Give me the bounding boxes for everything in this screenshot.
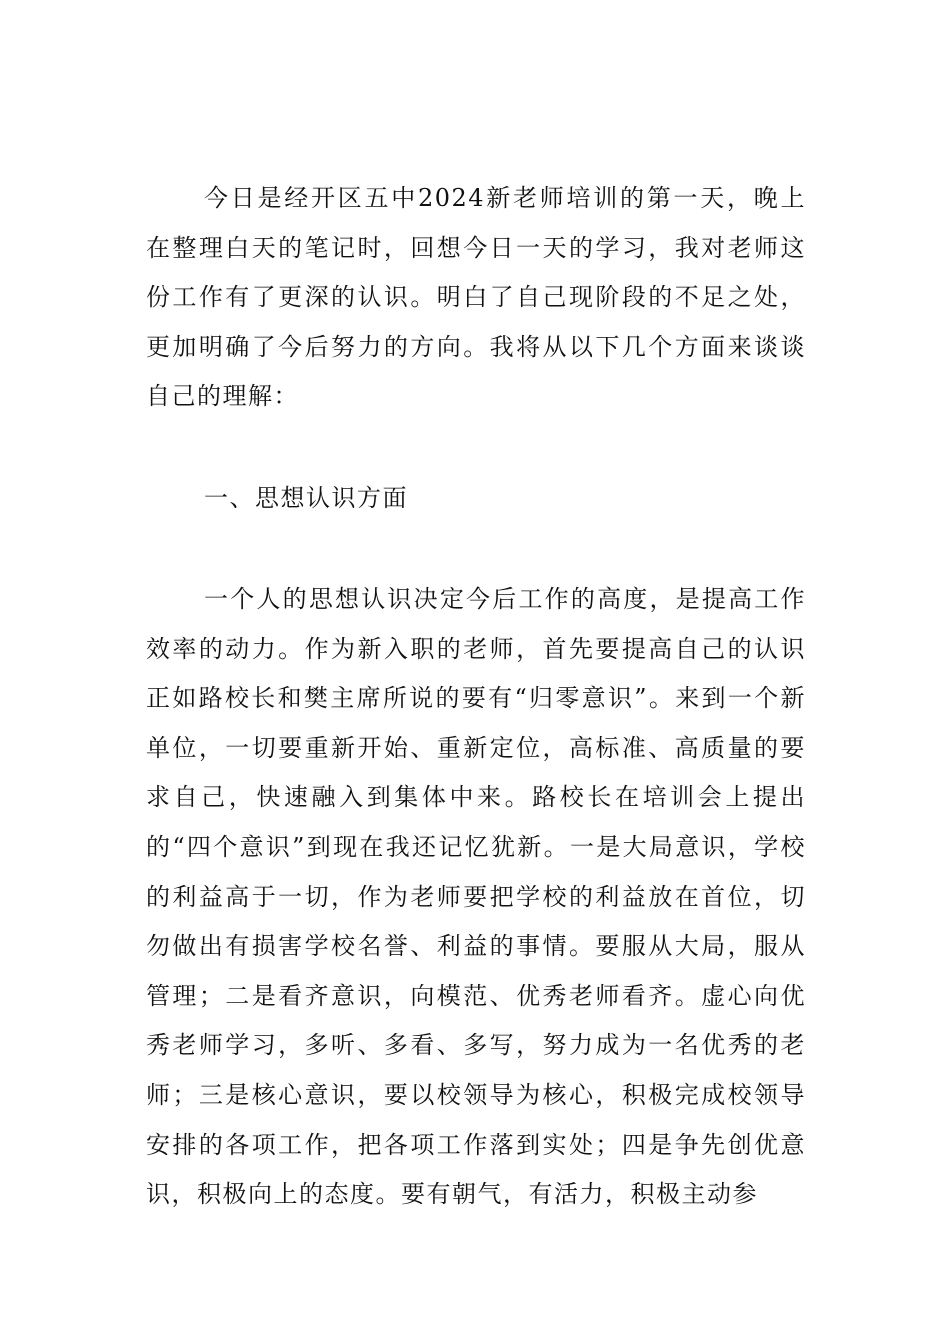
section-paragraph: 一个人的思想认识决定今后工作的高度，是提高工作效率的动力。作为新入职的老师，首先要提高自己的认识正如路校长和樊主席所说的要有“归零意识”。来到一个新单位，一切要重新开始、重新定位，高标准、高质量的要求自己，快速融入到集体中来。路校长在培训会上提出的“四个意识”到现在我还记忆犹新。一是大局意识，学校的利益高于一切，作为老师要把学校的利益放在首位，切勿做出有损害学校名誉、利益的事情。要服从大局，服从管理；二是看齐意识，向模范、优秀老师看齐。虚心向优秀老师学习，多听、多看、多写，努力成为一名优秀的老师；三是核心意识，要以校领导为核心，积极完成校领导安排的各项工作，把各项工作落到实处；四是争先创优意识，积极向上的态度。要有朝气，有活力，积极主动参 <box>146 585 806 1209</box>
intro-paragraph: 今日是经开区五中2024新老师培训的第一天，晚上在整理白天的笔记时，回想今日一天的学习，我对老师这份工作有了更深的认识。明白了自己现阶段的不足之处，更加明确了今后努力的方向。我将从以下几个方面来谈谈自己的理解： <box>146 184 806 411</box>
section-heading: 一、思想认识方面 <box>204 484 408 512</box>
